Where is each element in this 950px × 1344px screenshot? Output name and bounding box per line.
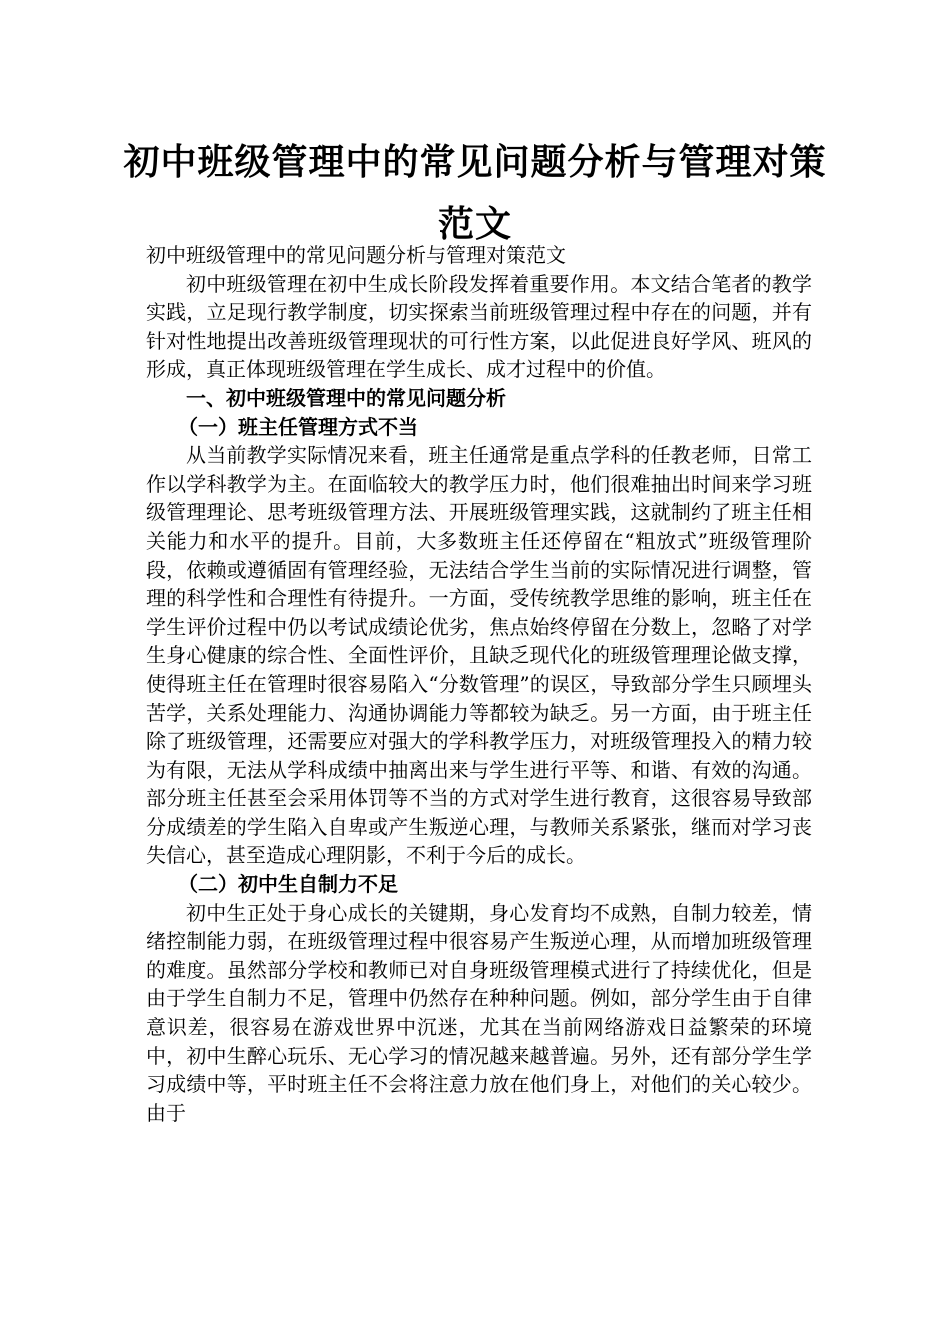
section-heading-1: 一、初中班级管理中的常见问题分析: [186, 385, 506, 410]
subsection-paragraph-1-2: 初中生正处于身心成长的关键期，身心发育均不成熟，自制力较差，情绪控制能力弱，在班级管理过程中很容易产生叛逆心理，从而增加班级管理的难度。虽然部分学校和教师已对自身班级管理模式进行了持续优化，但是由于学生自制力不足，管理中仍然存在种种问题。例如，部分学生由于自律意识差，很容易在游戏世界中沉迷，尤其在当前网络游戏日益繁荣的环境中，初中生醉心玩乐、无心学习的情况越来越普遍。另外，还有部分学生学习成绩中等，平时班主任不会将注意力放在他们身上，对他们的关心较少。由于: [146, 900, 812, 1125]
document-subtitle: 初中班级管理中的常见问题分析与管理对策范文: [146, 243, 566, 267]
subsection-heading-1-1: （一）班主任管理方式不当: [178, 414, 418, 439]
subsection-heading-1-2: （二）初中生自制力不足: [178, 872, 398, 897]
subsection-paragraph-1-1: 从当前教学实际情况来看，班主任通常是重点学科的任教老师，日常工作以学科教学为主。在面临较大的教学压力时，他们很难抽出时间来学习班级管理理论、思考班级管理方法、开展班级管理实践，这就制约了班主任相关能力和水平的提升。目前，大多数班主任还停留在“粗放式”班级管理阶段，依赖或遵循固有管理经验，无法结合学生当前的实际情况进行调整，管理的科学性和合理性有待提升。一方面，受传统教学思维的影响，班主任在学生评价过程中仍以考试成绩论优劣，焦点始终停留在分数上，忽略了对学生身心健康的综合性、全面性评价，且缺乏现代化的班级管理理论做支撑，使得班主任在管理时很容易陷入“分数管理”的误区，导致部分学生只顾埋头苦学，关系处理能力、沟通协调能力等都较为缺乏。另一方面，由于班主任除了班级管理，还需要应对强大的学科教学压力，对班级管理投入的精力较为有限，无法从学科成绩中抽离出来与学生进行平等、和谐、有效的沟通。部分班主任甚至会采用体罚等不当的方式对学生进行教育，这很容易导致部分成绩差的学生陷入自卑或产生叛逆心理，与教师关系紧张，继而对学习丧失信心，甚至造成心理阴影，不利于今后的成长。: [146, 443, 812, 868]
document-body: [146, 241, 812, 1127]
intro-paragraph: 初中班级管理在初中生成长阶段发挥着重要作用。本文结合笔者的教学实践，立足现行教学制度，切实探索当前班级管理过程中存在的问题，并有针对性地提出改善班级管理现状的可行性方案，以此促进良好学风、班风的形成，真正体现班级管理在学生成长、成才过程中的价值。: [146, 271, 812, 382]
document-title: 初中班级管理中的常见问题分析与管理对策范文: [123, 142, 827, 245]
